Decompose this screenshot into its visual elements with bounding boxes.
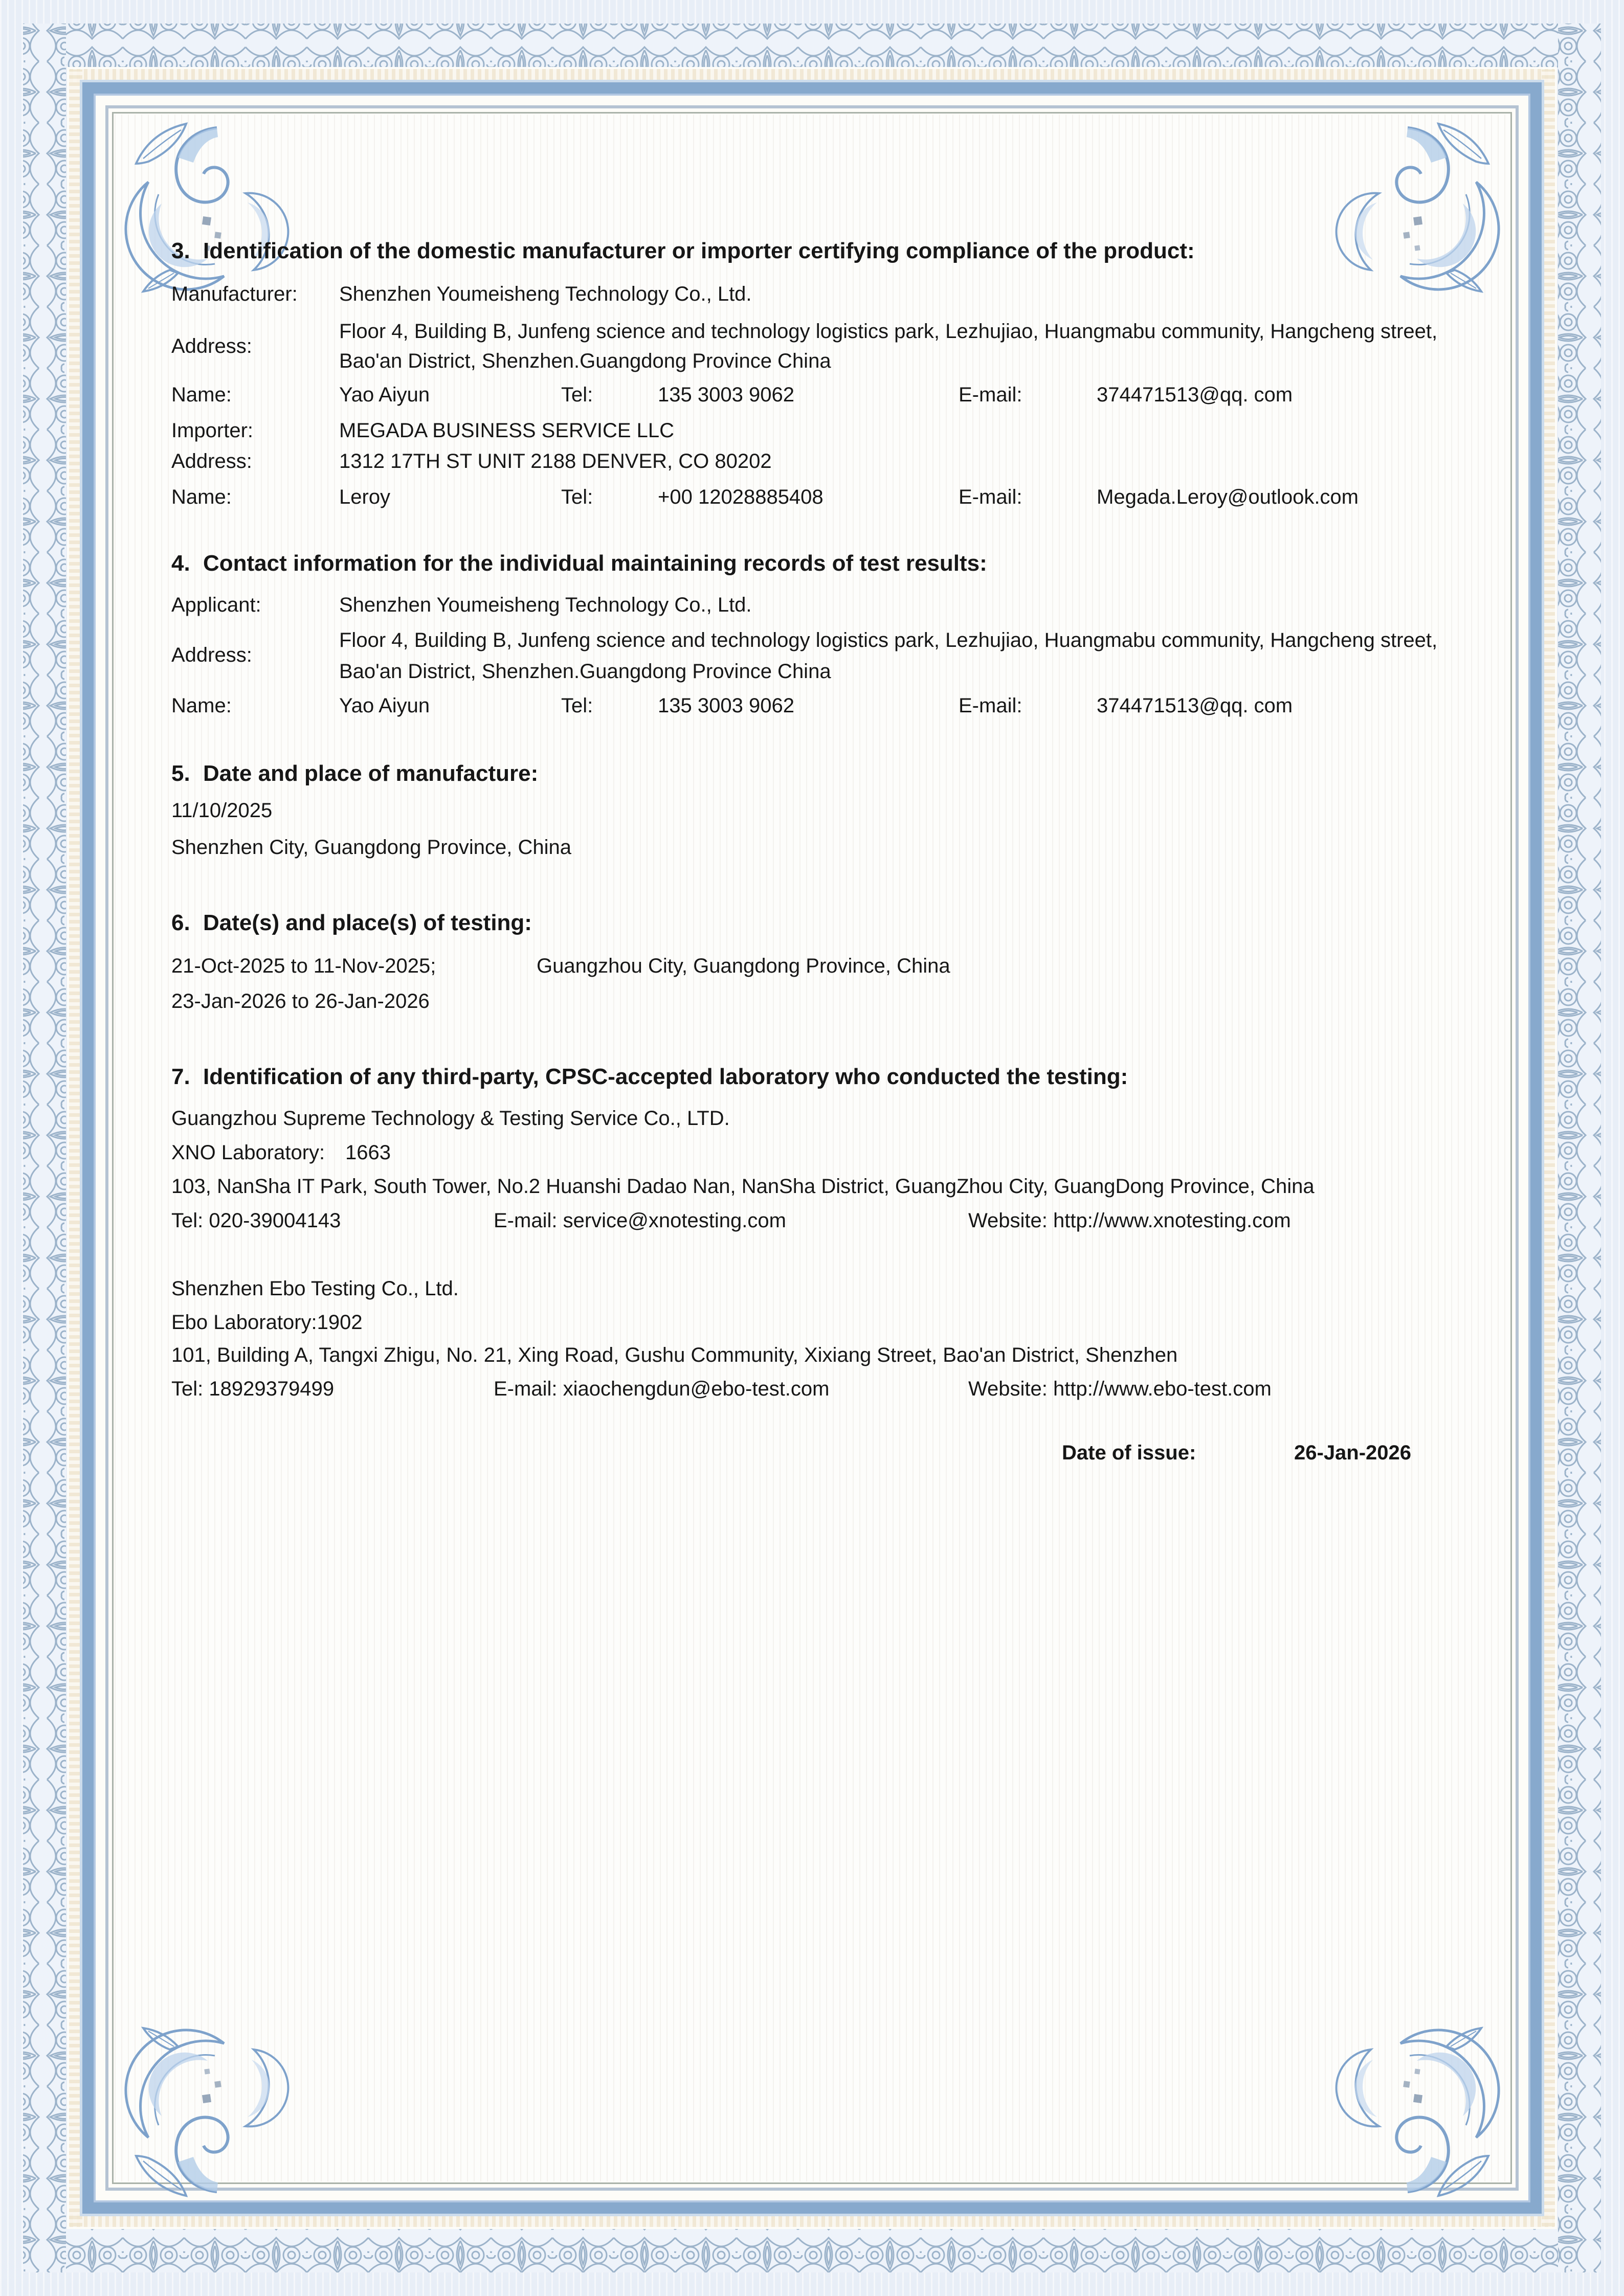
email-value: 374471513@qq. com (1097, 384, 1293, 406)
section7-heading (171, 1062, 1460, 1092)
manufacturer-value: Shenzhen Youmeisheng Technology Co., Ltd. (339, 283, 752, 305)
section4-title: Contact information for the individual maintaining records of test results: (203, 551, 987, 576)
name-label: Name: (171, 384, 232, 406)
applicant-row (171, 590, 1460, 620)
section5-heading (171, 759, 1460, 789)
testing-range1-row (171, 951, 1460, 981)
applicant-tel-value: 135 3003 9062 (658, 694, 794, 717)
lab1-email: E-mail: service@xnotesting.com (494, 1209, 786, 1232)
manufacture-place (171, 832, 1460, 862)
manufacturer-row (171, 279, 1460, 309)
manufacture-date (171, 796, 1460, 825)
applicant-label: Applicant: (171, 594, 261, 616)
section3-heading (171, 236, 1460, 266)
testing-range1: 21-Oct-2025 to 11-Nov-2025; (171, 955, 436, 977)
section5-title: Date and place of manufacture: (203, 761, 539, 786)
testing-place1: Guangzhou City, Guangdong Province, China (537, 955, 950, 977)
lab1-address (171, 1172, 1460, 1201)
section6-heading (171, 908, 1460, 938)
applicant-contact-row (171, 691, 1460, 721)
date-of-issue-value: 26-Jan-2026 (1294, 1442, 1412, 1464)
lab1-name-text: Guangzhou Supreme Technology & Testing Service Co., LTD. (171, 1107, 730, 1130)
lab1-tel: Tel: 020-39004143 (171, 1209, 341, 1232)
applicant-email-value: 374471513@qq. com (1097, 694, 1293, 717)
section7-title: Identification of any third-party, CPSC-accepted laboratory who conducted the testing: (203, 1064, 1128, 1089)
applicant-value: Shenzhen Youmeisheng Technology Co., Ltd. (339, 594, 752, 616)
applicant-address-label: Address: (171, 644, 252, 666)
lab2-website: Website: http://www.ebo-test.com (968, 1378, 1272, 1400)
importer-address-value: 1312 17TH ST UNIT 2188 DENVER, CO 80202 (339, 450, 772, 472)
tel-label: Tel: (561, 384, 593, 406)
importer-contact-row (171, 482, 1460, 512)
importer-label: Importer: (171, 419, 254, 442)
importer-name-value: Leroy (339, 486, 391, 508)
lab2-address (171, 1340, 1460, 1370)
lab1-address-text: 103, NanSha IT Park, South Tower, No.2 Huanshi Dadao Nan, NanSha District, GuangZhou City, GuangDong Province, China (171, 1175, 1315, 1198)
lab2-tel: Tel: 18929379499 (171, 1378, 335, 1400)
lab2-email: E-mail: xiaochengdun@ebo-test.com (494, 1378, 830, 1400)
testing-range2: 23-Jan-2026 to 26-Jan-2026 (171, 990, 430, 1012)
section3-title: Identification of the domestic manufacturer or importer certifying compliance of the product: (203, 238, 1195, 263)
section5-number: 5. (171, 761, 190, 786)
manufacturer-address-line2-text: Bao'an District, Shenzhen.Guangdong Province China (339, 350, 831, 372)
applicant-address-line1-text: Floor 4, Building B, Junfeng science and technology logistics park, Lezhujiao, Huangmabu community, Hangcheng street, (339, 629, 1438, 651)
section6-number: 6. (171, 910, 190, 935)
applicant-address-line2-text: Bao'an District, Shenzhen.Guangdong Province China (339, 660, 831, 683)
section6-title: Date(s) and place(s) of testing: (203, 910, 532, 935)
section4-number: 4. (171, 551, 190, 576)
importer-tel-label: Tel: (561, 486, 593, 508)
importer-tel-value: +00 12028885408 (658, 486, 824, 508)
lab1-name (171, 1104, 1460, 1133)
applicant-name-value: Yao Aiyun (339, 694, 430, 717)
name-value: Yao Aiyun (339, 384, 430, 406)
lab1-number-label: XNO Laboratory: (171, 1141, 325, 1164)
manufacturer-address-line1-text: Floor 4, Building B, Junfeng science and technology logistics park, Lezhujiao, Huangmabu community, Hangcheng street, (339, 320, 1438, 343)
section3-number: 3. (171, 238, 190, 263)
importer-email-label: E-mail: (959, 486, 1022, 508)
importer-name-label: Name: (171, 486, 232, 508)
lab2-number-row (171, 1308, 1460, 1337)
manufacturer-contact-row (171, 380, 1460, 410)
lab1-contact-row (171, 1206, 1460, 1235)
lab2-address-text: 101, Building A, Tangxi Zhigu, No. 21, Xing Road, Gushu Community, Xixiang Street, Bao'an District, Shenzhen (171, 1344, 1178, 1366)
lab1-number-row (171, 1138, 1460, 1167)
importer-email-value: Megada.Leroy@outlook.com (1097, 486, 1359, 508)
manufacturer-address-label: Address: (171, 335, 252, 357)
date-of-issue-row (171, 1438, 1460, 1468)
importer-address-row (171, 446, 1460, 476)
manufacturer-address-line2 (171, 346, 1460, 376)
manufacture-date-text: 11/10/2025 (171, 799, 273, 822)
applicant-name-label: Name: (171, 694, 232, 717)
email-label: E-mail: (959, 384, 1022, 406)
importer-address-label: Address: (171, 450, 252, 472)
lab1-website: Website: http://www.xnotesting.com (968, 1209, 1291, 1232)
section4-heading (171, 549, 1460, 578)
lab1-number-value: 1663 (345, 1141, 391, 1164)
lab2-name (171, 1274, 1460, 1303)
lab2-contact-row (171, 1374, 1460, 1404)
applicant-email-label: E-mail: (959, 694, 1022, 717)
section7-number: 7. (171, 1064, 190, 1089)
testing-range2-row (171, 986, 1460, 1016)
date-of-issue-label: Date of issue: (1062, 1442, 1196, 1464)
tel-value: 135 3003 9062 (658, 384, 794, 406)
manufacture-place-text: Shenzhen City, Guangdong Province, China (171, 836, 571, 859)
lab2-number-label: Ebo Laboratory:1902 (171, 1311, 363, 1334)
lab2-name-text: Shenzhen Ebo Testing Co., Ltd. (171, 1277, 459, 1300)
applicant-tel-label: Tel: (561, 694, 593, 717)
importer-value: MEGADA BUSINESS SERVICE LLC (339, 419, 675, 442)
manufacturer-label: Manufacturer: (171, 283, 298, 305)
applicant-address-line2 (171, 657, 1460, 686)
importer-row (171, 416, 1460, 445)
